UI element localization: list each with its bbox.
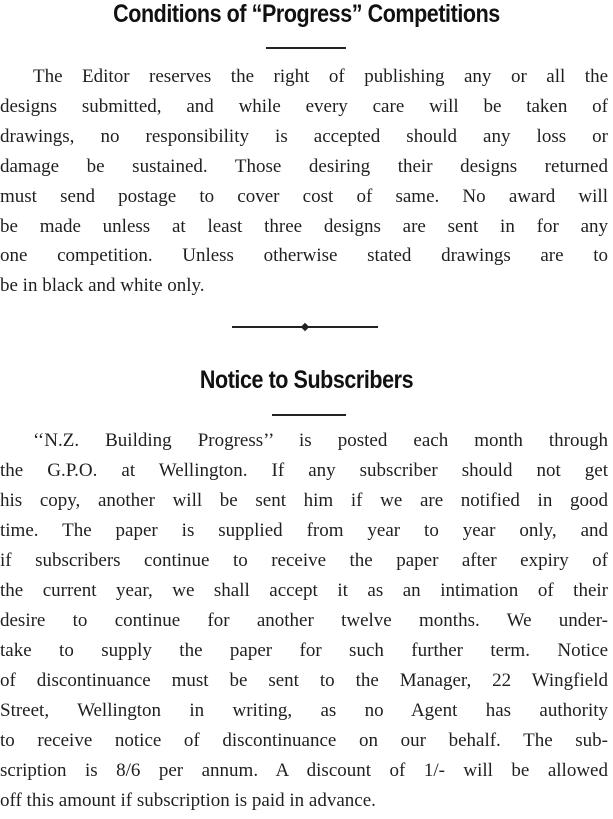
text-line: one competition. Unless otherwise stated drawings are to (0, 245, 608, 266)
title-underline (272, 414, 346, 416)
text-line: ‘‘N.Z. Building Progress’’ is posted each month through (33, 430, 608, 451)
divider-line-right (308, 326, 378, 328)
text-line: damage be sustained. Those desiring their designs returned (0, 156, 608, 177)
text-line: designs submitted, and while every care will be taken of (0, 96, 608, 117)
text-line: if subscribers continue to receive the paper after expiry of (0, 550, 608, 571)
text-line: be in black and white only. (0, 275, 205, 296)
section-divider-ornament (232, 325, 378, 329)
section-title-competitions: Conditions of “Progress” Competitions (113, 0, 500, 28)
text-line: time. The paper is supplied from year to year only, and (0, 520, 608, 541)
text-line: be made unless at least three designs are sent in for any (0, 216, 608, 237)
text-line: drawings, no responsibility is accepted should any loss or (0, 126, 608, 147)
text-line: must send postage to cover cost of same. No award will (0, 186, 608, 207)
divider-line-left (232, 326, 302, 328)
text-line: of discontinuance must be sent to the Manager, 22 Wingfield (0, 670, 608, 691)
text-line: scription is 8/6 per annum. A discount of 1/- will be allowed (0, 760, 608, 781)
text-line: the current year, we shall accept it as an intimation of their (0, 580, 608, 601)
text-line: Street, Wellington in writing, as no Agent has authority (0, 700, 608, 721)
text-line: his copy, another will be sent him if we are notified in good (0, 490, 608, 511)
text-line: off this amount if subscription is paid in advance. (0, 790, 376, 811)
text-line: desire to continue for another twelve months. We under- (0, 610, 608, 631)
text-line: the G.P.O. at Wellington. If any subscriber should not get (0, 460, 608, 481)
text-line: take to supply the paper for such further term. Notice (0, 640, 608, 661)
text-line: to receive notice of discontinuance on our behalf. The sub- (0, 730, 608, 751)
section-title-subscribers: Notice to Subscribers (199, 366, 414, 394)
title-underline (266, 47, 346, 49)
text-line: The Editor reserves the right of publishing any or all the (33, 66, 608, 87)
